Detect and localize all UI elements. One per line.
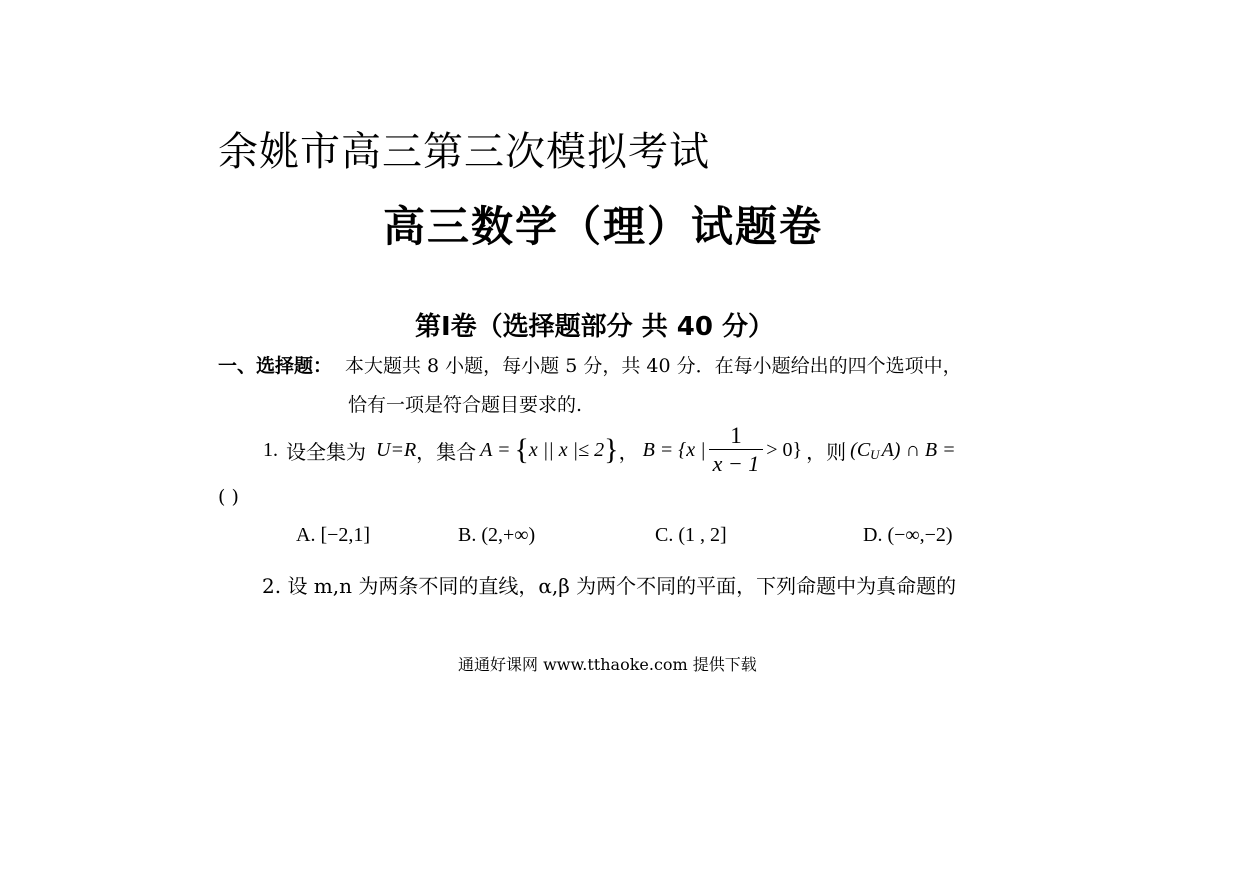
option-a: A. [−2,1] <box>296 524 371 546</box>
question-1-text-set: ，集合 <box>416 439 477 464</box>
question-1-then: ，则 <box>806 439 847 464</box>
set-a-body: x || x |≤ 2 <box>528 438 605 461</box>
option-d: D. (−∞,−2) <box>863 524 953 546</box>
option-b: B. (2,+∞) <box>458 524 536 546</box>
footer-watermark: 通通好课网 www.tthaoke.com 提供下载 <box>458 655 757 674</box>
instructions-label: 一、选择题： <box>218 355 333 377</box>
set-a-label: A = <box>480 438 511 461</box>
question-1-comma: ， <box>618 439 639 464</box>
option-c: C. (1 , 2] <box>655 524 727 546</box>
complement-expr-pre: (C <box>850 438 871 461</box>
fraction-denominator: x − 1 <box>712 450 760 476</box>
complement-expr-post: A) ∩ B = <box>881 438 956 461</box>
question-1-lead: 设全集为 <box>286 439 366 464</box>
right-brace: } <box>604 433 619 466</box>
instructions-line-2: 恰有一项是符合题目要求的. <box>348 394 583 416</box>
set-b-left: B = {x | <box>642 438 706 461</box>
question-1-universe: U=R <box>376 438 417 461</box>
question-2: 2. 设 m,n 为两条不同的直线，α,β 为两个不同的平面，下列命题中为真命题的 <box>262 574 957 598</box>
left-brace: { <box>514 433 529 466</box>
complement-subscript: U <box>870 447 880 462</box>
question-1 <box>263 420 956 480</box>
paper-title: 高三数学（理）试题卷 <box>383 202 824 251</box>
exam-title: 余姚市高三第三次模拟考试 <box>218 129 710 175</box>
answer-parentheses: ( ) <box>218 486 239 508</box>
question-1-number: 1. <box>263 438 278 461</box>
set-b-right: > 0} <box>766 438 803 461</box>
fraction-numerator: 1 <box>730 422 742 448</box>
section-title: 第Ⅰ卷（选择题部分 共 40 分） <box>415 312 775 342</box>
fraction <box>709 423 764 478</box>
instructions-line-1: 本大题共 8 小题，每小题 5 分，共 40 分．在每小题给出的四个选项中， <box>345 355 962 377</box>
